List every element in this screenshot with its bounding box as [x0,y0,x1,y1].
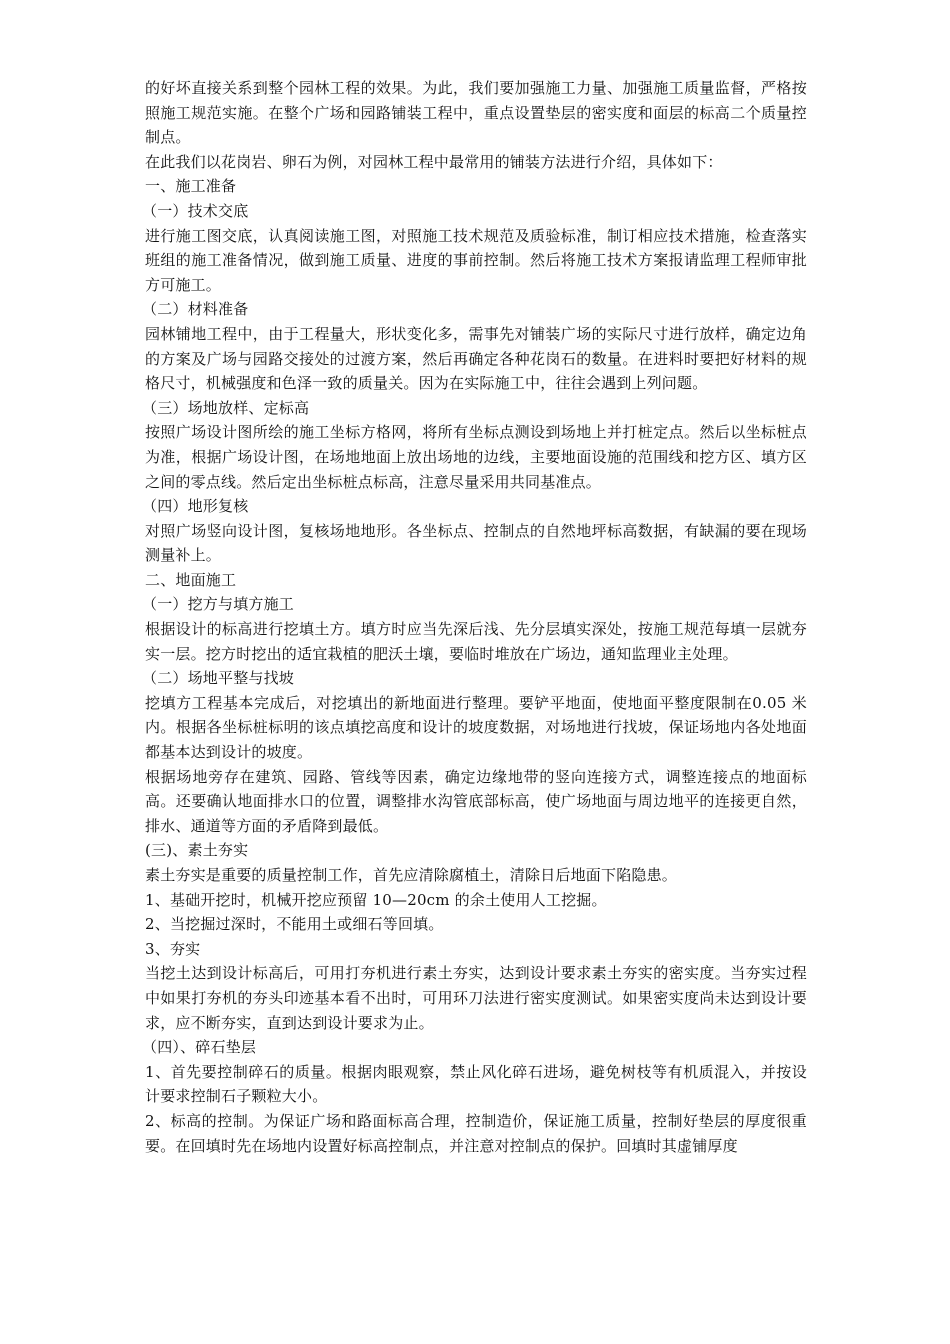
paragraph-terrain-check: 对照广场竖向设计图，复核场地地形。各坐标点、控制点的自然地坪标高数据，有缺漏的要在现场测量补上。 [145,521,807,565]
subsection-heading-material-preparation: （二）材料准备 [142,300,249,319]
subsection-heading-site-layout: （三）场地放样、定标高 [142,398,310,417]
paragraph-technical-briefing: 进行施工图交底，认真阅读施工图，对照施工技术规范及质验标准，制订相应技术措施，检查落实班组的施工准备情况，做到施工质量、进度的事前控制。然后将施工技术方案报请监理工程师审批方可施工。 [145,226,807,294]
subsection-heading-technical-briefing: （一）技术交底 [142,201,249,220]
paragraph-site-layout: 按照广场设计图所绘的施工坐标方格网，将所有坐标点测设到场地上并打桩定点。然后以坐标桩点为准，根据广场设计图，在场地地面上放出场地的边线，主要地面设施的范围线和挖方区、填方区之间的零点线。然后定出坐标桩点标高，注意尽量采用共同基准点。 [145,423,807,491]
paragraph-compaction-detail: 当挖土达到设计标高后，可用打夯机进行素土夯实，达到设计要求素土夯实的密实度。当夯实过程中如果打夯机的夯头印迹基本看不出时，可用环刀法进行密实度测试。如果密实度尚未达到设计要求，应不断夯实，直到达到设计要求为止。 [145,964,807,1032]
list-item-overexcavation: 2、当挖掘过深时，不能用土或细石等回填。 [145,915,444,934]
document-page [142,76,807,1158]
paragraph-material-preparation: 园林铺地工程中，由于工程量大，形状变化多，需事先对铺装广场的实际尺寸进行放样，确定边角的方案及广场与园路交接处的过渡方案，然后再确定各种花岗石的数量。在进料时要把好材料的规格尺寸，机械强度和色泽一致的质量关。因为在实际施工中，往往会遇到上列问题。 [145,324,807,393]
list-item-gravel-quality: 1、首先要控制碎石的质量。根据肉眼观察，禁止风化碎石进场，避免树枝等有机质混入，并按设计要求控制石子颗粒大小。 [145,1062,807,1106]
subsection-heading-terrain-check: （四）地形复核 [142,497,249,516]
subsection-heading-gravel-cushion: （四）、碎石垫层 [142,1038,257,1057]
list-item-elevation-control: 2、标高的控制。为保证广场和路面标高合理，控制造价，保证施工质量，控制好垫层的厚度很重要。在回填时先在场地内设置好标高控制点，并注意对控制点的保护。回填时其虚铺厚度 [145,1111,807,1155]
subsection-heading-cut-and-fill: （一）挖方与填方施工 [142,595,295,614]
list-item-compaction: 3、夯实 [145,939,201,958]
paragraph-soil-compaction-intro: 素土夯实是重要的质量控制工作，首先应清除腐植土，清除日后地面下陷隐患。 [145,866,678,884]
paragraph-leveling: 挖填方工程基本完成后，对挖填出的新地面进行整理。要铲平地面，使地面平整度限制在0.05 米内。根据各坐标桩标明的该点填挖高度和设计的坡度数据，对场地进行找坡，保证场地内各处地面都基本达到设计的坡度。 [145,693,807,762]
subsection-heading-leveling-grading: （二）场地平整与找坡 [142,669,295,688]
paragraph-edge-connection: 根据场地旁存在建筑、园路、管线等因素，确定边缘地带的竖向连接方式，调整连接点的地面标高。还要确认地面排水口的位置，调整排水沟管底部标高，使广场地面与周边地平的连接更自然，排水、通道等方面的矛盾降到最低。 [145,767,807,835]
section-heading-preparation: 一、施工准备 [145,177,237,196]
paragraph-cut-and-fill: 根据设计的标高进行挖填土方。填方时应当先深后浅、先分层填实深处，按施工规范每填一层就夯实一层。挖方时挖出的适宜栽植的肥沃土壤，要临时堆放在广场边，通知监理业主处理。 [145,620,807,663]
section-heading-ground-construction: 二、地面施工 [145,570,237,589]
paragraph-intro: 在此我们以花岗岩、卵石为例，对园林工程中最常用的铺装方法进行介绍，具体如下： [145,152,723,171]
paragraph-intro-continuation: 的好坏直接关系到整个园林工程的效果。为此，我们要加强施工力量、加强施工质量监督，严格按照施工规范实施。在整个广场和园路铺装工程中，重点设置垫层的密实度和面层的标高二个质量控制点。 [145,79,807,147]
list-item-excavation: 1、基础开挖时，机械开挖应预留 10—20cm 的余土使用人工挖掘。 [145,890,607,909]
subsection-heading-soil-compaction: (三)、素土夯实 [145,841,249,860]
